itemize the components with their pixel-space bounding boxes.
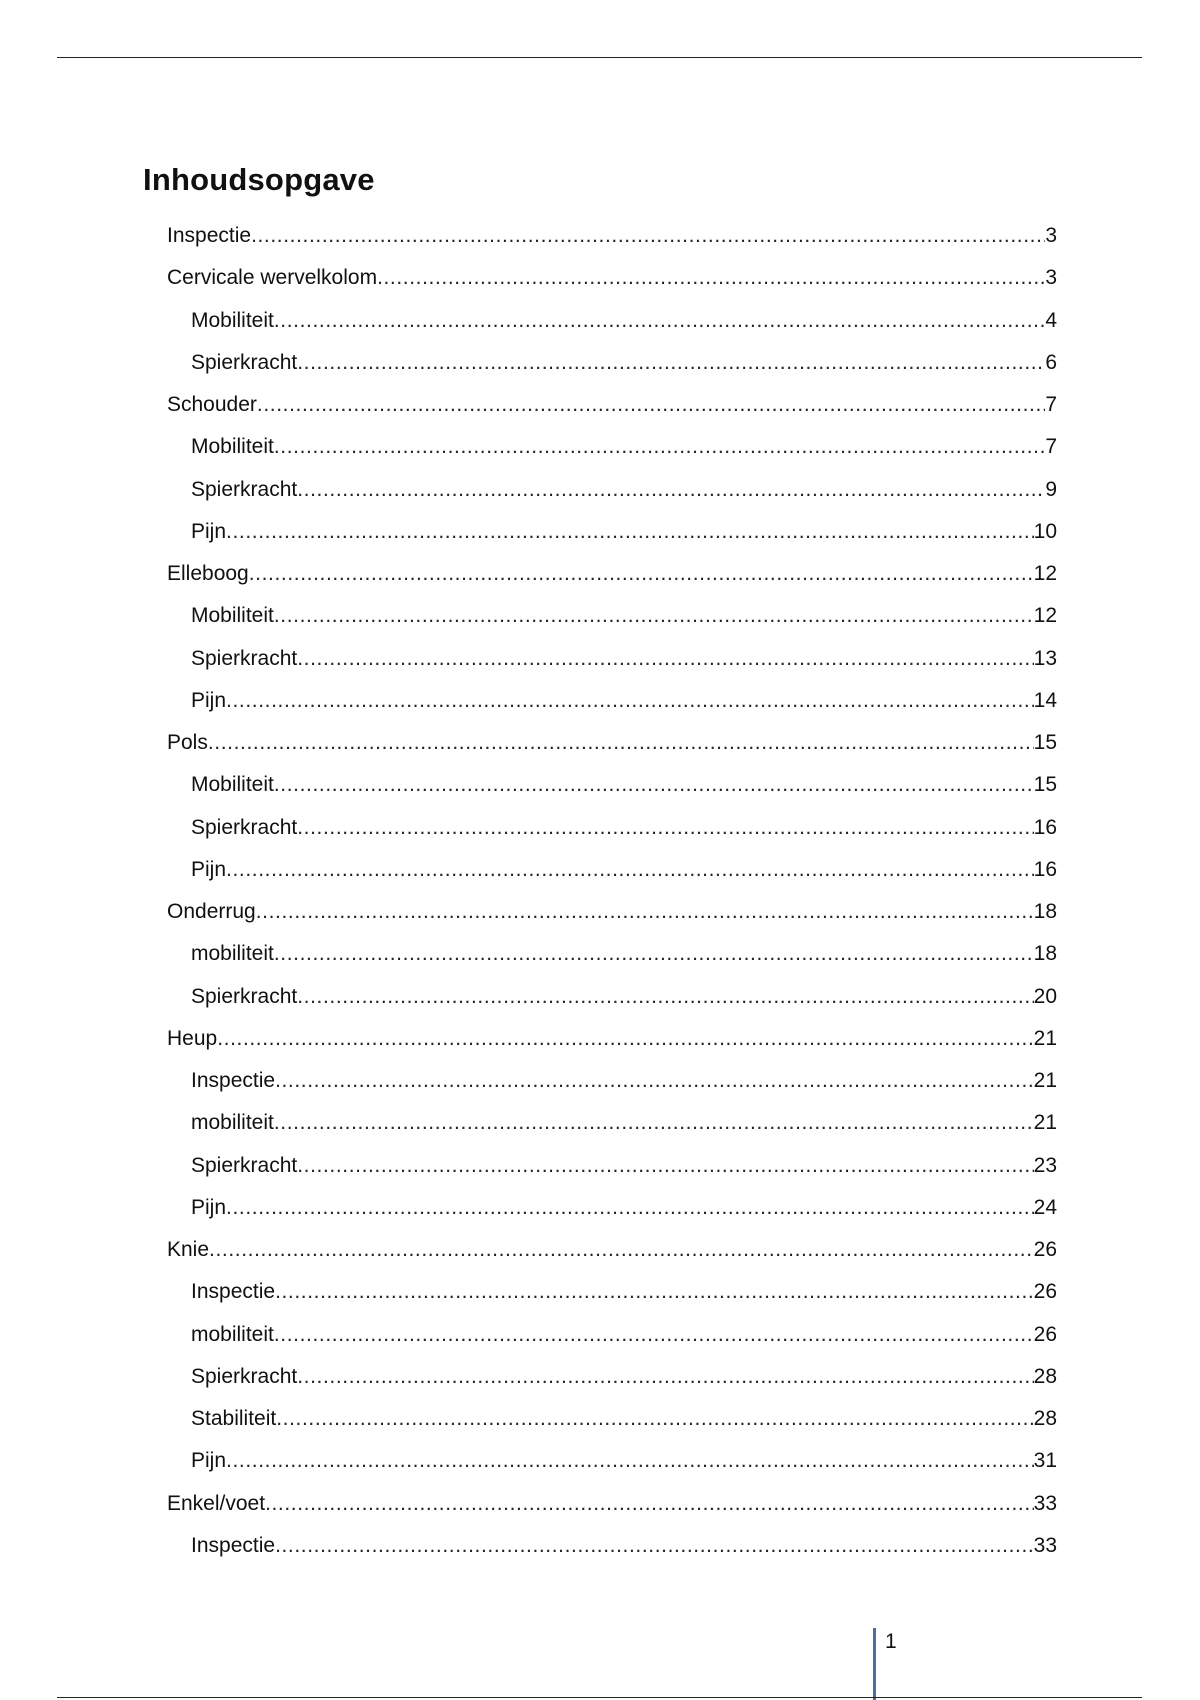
toc-entry-label: Pols	[167, 731, 208, 754]
toc-dot-leader	[226, 1447, 1034, 1475]
toc-entry-label: Pijn	[191, 858, 227, 881]
toc-dot-leader	[274, 940, 1034, 968]
toc-entry-label: Inspectie	[191, 1280, 276, 1303]
footer-rule	[57, 1697, 1142, 1698]
toc-entry-label: Stabiliteit	[191, 1407, 277, 1430]
toc-entry[interactable]	[191, 687, 1057, 715]
toc-entry[interactable]	[191, 1321, 1057, 1349]
toc-dot-leader	[275, 1532, 1034, 1560]
toc-entry-page: 18	[1033, 900, 1057, 923]
toc-entry-page: 7	[1045, 393, 1057, 416]
toc-entry[interactable]	[191, 307, 1057, 335]
toc-dot-leader	[226, 1194, 1034, 1222]
toc-entry-label: Spierkracht	[191, 647, 298, 670]
toc-dot-leader	[297, 1152, 1033, 1180]
toc-entry-label: Spierkracht	[191, 985, 298, 1008]
toc-entry[interactable]	[167, 560, 1057, 588]
toc-entry-page: 15	[1033, 731, 1057, 754]
toc-dot-leader	[274, 1109, 1034, 1137]
toc-entry-label: Elleboog	[167, 562, 249, 585]
toc-entry-label: Enkel/voet	[167, 1492, 266, 1515]
toc-entry[interactable]	[191, 1363, 1057, 1391]
toc-entry-page: 7	[1045, 435, 1057, 458]
toc-entry-label: Mobiliteit	[191, 309, 274, 332]
toc-dot-leader	[297, 983, 1033, 1011]
toc-dot-leader	[297, 476, 1045, 504]
toc-dot-leader	[265, 1490, 1034, 1518]
toc-entry[interactable]	[191, 433, 1057, 461]
toc-entry-label: Mobiliteit	[191, 604, 274, 627]
toc-entry-page: 21	[1033, 1027, 1057, 1050]
toc-entry-label: Heup	[167, 1027, 218, 1050]
toc-entry-page: 12	[1033, 562, 1057, 585]
toc-entry[interactable]	[191, 814, 1057, 842]
toc-entry-label: Cervicale wervelkolom	[167, 266, 378, 289]
toc-entry-page: 14	[1033, 689, 1057, 712]
toc-entry-label: Knie	[167, 1238, 210, 1261]
toc-entry-label: mobiliteit	[191, 1323, 274, 1346]
toc-dot-leader	[297, 1363, 1033, 1391]
toc-dot-leader	[226, 687, 1034, 715]
toc-entry[interactable]	[191, 1278, 1057, 1306]
toc-entry[interactable]	[167, 1236, 1057, 1264]
toc-entry[interactable]	[191, 1447, 1057, 1475]
toc-dot-leader	[377, 264, 1045, 292]
toc-dot-leader	[275, 1278, 1034, 1306]
toc-entry[interactable]	[191, 771, 1057, 799]
toc-entry[interactable]	[191, 1067, 1057, 1095]
toc-entry-page: 21	[1033, 1069, 1057, 1092]
toc-entry-page: 13	[1033, 647, 1057, 670]
toc-entry-page: 26	[1033, 1238, 1057, 1261]
toc-dot-leader	[276, 1405, 1033, 1433]
toc-dot-leader	[249, 560, 1034, 588]
toc-entry[interactable]	[191, 602, 1057, 630]
toc-entry-label: Pijn	[191, 689, 227, 712]
toc-entry-label: Spierkracht	[191, 816, 298, 839]
toc-entry-label: Onderrug	[167, 900, 256, 923]
toc-entry[interactable]	[191, 856, 1057, 884]
toc-entry-page: 10	[1033, 520, 1057, 543]
toc-entry-page: 18	[1033, 942, 1057, 965]
toc-entry-label: Schouder	[167, 393, 257, 416]
toc-entry[interactable]	[191, 1109, 1057, 1137]
toc-dot-leader	[257, 391, 1045, 419]
toc-entry[interactable]	[167, 264, 1057, 292]
toc-title: Inhoudsopgave	[143, 162, 375, 197]
toc-entry-page: 15	[1033, 773, 1057, 796]
toc-entry[interactable]	[191, 476, 1057, 504]
toc-dot-leader	[297, 814, 1033, 842]
toc-entry-label: mobiliteit	[191, 1111, 274, 1134]
toc-entry-page: 33	[1033, 1534, 1057, 1557]
toc-entry-label: Pijn	[191, 520, 227, 543]
toc-dot-leader	[274, 1321, 1034, 1349]
toc-entry[interactable]	[191, 983, 1057, 1011]
toc-entry-label: Mobiliteit	[191, 773, 274, 796]
toc-dot-leader	[256, 898, 1034, 926]
toc-entry[interactable]	[167, 898, 1057, 926]
toc-entry[interactable]	[191, 1532, 1057, 1560]
toc-entry-label: Mobiliteit	[191, 435, 274, 458]
toc-entry-label: Pijn	[191, 1196, 227, 1219]
toc-entry-page: 24	[1033, 1196, 1057, 1219]
toc-dot-leader	[209, 1236, 1034, 1264]
toc-dot-leader	[275, 1067, 1034, 1095]
toc-entry-page: 9	[1045, 478, 1057, 501]
toc-entry[interactable]	[191, 940, 1057, 968]
toc-entry-page: 21	[1033, 1111, 1057, 1134]
toc-entry-label: Spierkracht	[191, 478, 298, 501]
toc-entry[interactable]	[167, 729, 1057, 757]
toc-entry-page: 33	[1033, 1492, 1057, 1515]
toc-entry-page: 20	[1033, 985, 1057, 1008]
toc-entry-page: 6	[1045, 351, 1057, 374]
toc-dot-leader	[226, 856, 1034, 884]
toc-entry[interactable]	[191, 349, 1057, 377]
toc-entry[interactable]	[191, 1152, 1057, 1180]
toc-dot-leader	[217, 1025, 1033, 1053]
toc-entry-label: Inspectie	[167, 224, 252, 247]
toc-entry[interactable]	[167, 1025, 1057, 1053]
toc-dot-leader	[274, 602, 1034, 630]
toc-entry-label: Inspectie	[191, 1069, 276, 1092]
toc-entry[interactable]	[191, 1405, 1057, 1433]
footer-page-divider	[873, 1628, 876, 1700]
toc-entry-label: Spierkracht	[191, 351, 298, 374]
toc-entry-page: 26	[1033, 1323, 1057, 1346]
toc-entry-page: 16	[1033, 858, 1057, 881]
toc-entry-label: Spierkracht	[191, 1365, 298, 1388]
toc-entry-page: 3	[1045, 266, 1057, 289]
toc-dot-leader	[251, 222, 1045, 250]
toc-dot-leader	[297, 645, 1033, 673]
toc-entry-page: 4	[1045, 309, 1057, 332]
toc-entry[interactable]	[167, 222, 1057, 250]
toc-dot-leader	[274, 307, 1045, 335]
toc-entry[interactable]	[167, 1490, 1057, 1518]
toc-dot-leader	[297, 349, 1045, 377]
toc-entry-page: 31	[1033, 1449, 1057, 1472]
toc-dot-leader	[274, 771, 1034, 799]
toc-entry[interactable]	[191, 1194, 1057, 1222]
toc-entry-label: Pijn	[191, 1449, 227, 1472]
toc-entry-label: mobiliteit	[191, 942, 274, 965]
toc-dot-leader	[274, 433, 1045, 461]
toc-entry-page: 16	[1033, 816, 1057, 839]
toc-entry-page: 12	[1033, 604, 1057, 627]
toc-entry-page: 23	[1033, 1154, 1057, 1177]
toc-entry[interactable]	[191, 518, 1057, 546]
toc-entry-page: 3	[1045, 224, 1057, 247]
toc-entry[interactable]	[167, 391, 1057, 419]
header-rule	[57, 57, 1142, 58]
toc-entry[interactable]	[191, 645, 1057, 673]
page-number: 1	[885, 1630, 897, 1653]
toc-entry-page: 28	[1033, 1407, 1057, 1430]
toc-entry-label: Inspectie	[191, 1534, 276, 1557]
toc-entry-page: 26	[1033, 1280, 1057, 1303]
toc-dot-leader	[226, 518, 1034, 546]
toc-entry-label: Spierkracht	[191, 1154, 298, 1177]
toc-entry-page: 28	[1033, 1365, 1057, 1388]
toc-dot-leader	[208, 729, 1034, 757]
